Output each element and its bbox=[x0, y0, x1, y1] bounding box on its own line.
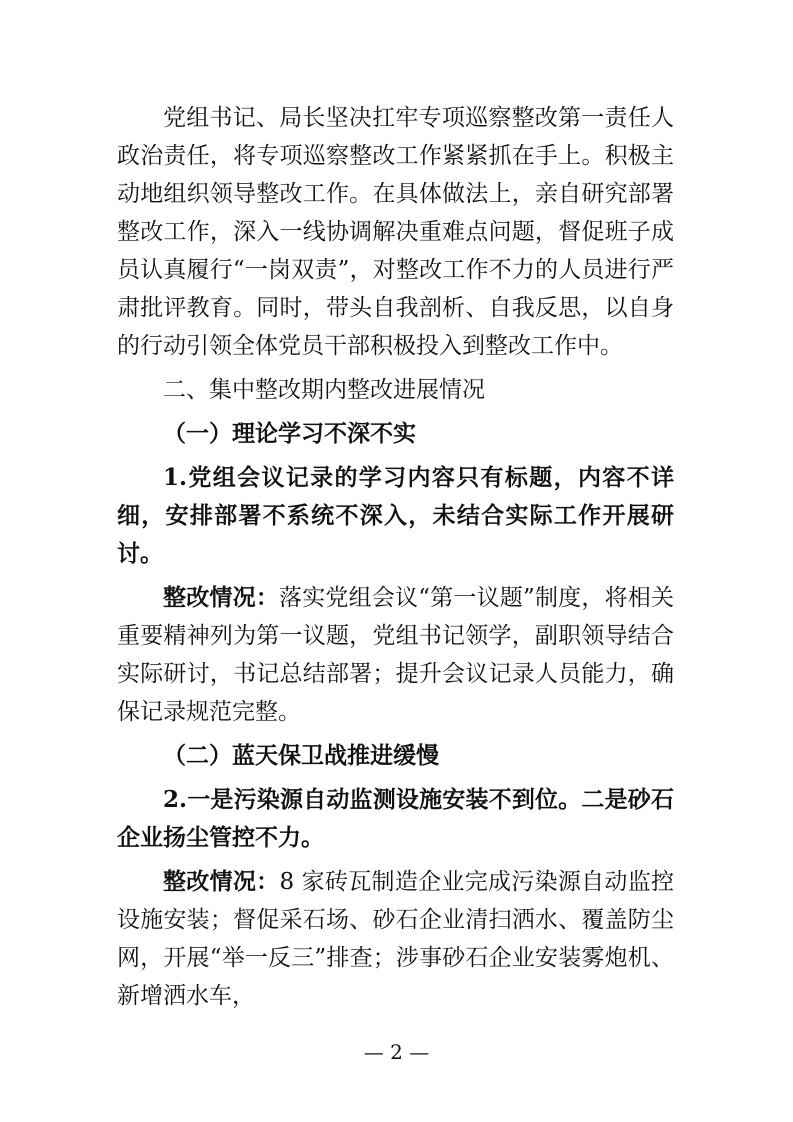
issue-item-2: 2.一是污染源自动监测设施安装不到位。二是砂石企业扬尘管控不力。 bbox=[117, 786, 674, 851]
rectification-label: 整改情况： bbox=[163, 584, 280, 611]
section-heading-2: 二、集中整改期内整改进展情况 bbox=[163, 377, 485, 403]
rectification-paragraph-1 bbox=[117, 579, 674, 731]
document-body bbox=[117, 99, 674, 1015]
subsection-heading-2: （二）蓝天保卫战推进缓慢 bbox=[163, 742, 439, 769]
rectification-text: 落实党组会议“第一议题”制度，将相关重要精神列为第一议题，党组书记领学，副职领导结合实际研讨，书记总结部署；提升会议记录人员能力，确保记录规范完整。 bbox=[117, 585, 674, 725]
rectification-text: 8 家砖瓦制造企业完成污染源自动监控设施安装；督促采石场、砂石企业清扫洒水、覆盖防尘网，开展“举一反三”排查；涉事砂石企业安装雾炮机、新增洒水车， bbox=[117, 869, 675, 1009]
rectification-label: 整改情况： bbox=[163, 868, 280, 895]
subsection-heading-1: （一）理论学习不深不实 bbox=[163, 420, 416, 447]
paragraph-responsibility: 党组书记、局长坚决扛牢专项巡察整改第一责任人政治责任，将专项巡察整改工作紧紧抓在手上。积极主动地组织领导整改工作。在具体做法上，亲自研究部署整改工作，深入一线协调解决重难点问题，督促班子成员认真履行“一岗双责”，对整改工作不力的人员进行严肃批评教育。同时，带头自我剖析、自我反思，以自身的行动引领全体党员干部积极投入到整改工作中。 bbox=[117, 105, 674, 359]
issue-item-1: 1.党组会议记录的学习内容只有标题，内容不详细，安排部署不系统不深入，未结合实际工作开展研讨。 bbox=[117, 464, 674, 567]
rectification-paragraph-2 bbox=[117, 863, 674, 1015]
page-number: — 2 — bbox=[363, 1040, 430, 1064]
